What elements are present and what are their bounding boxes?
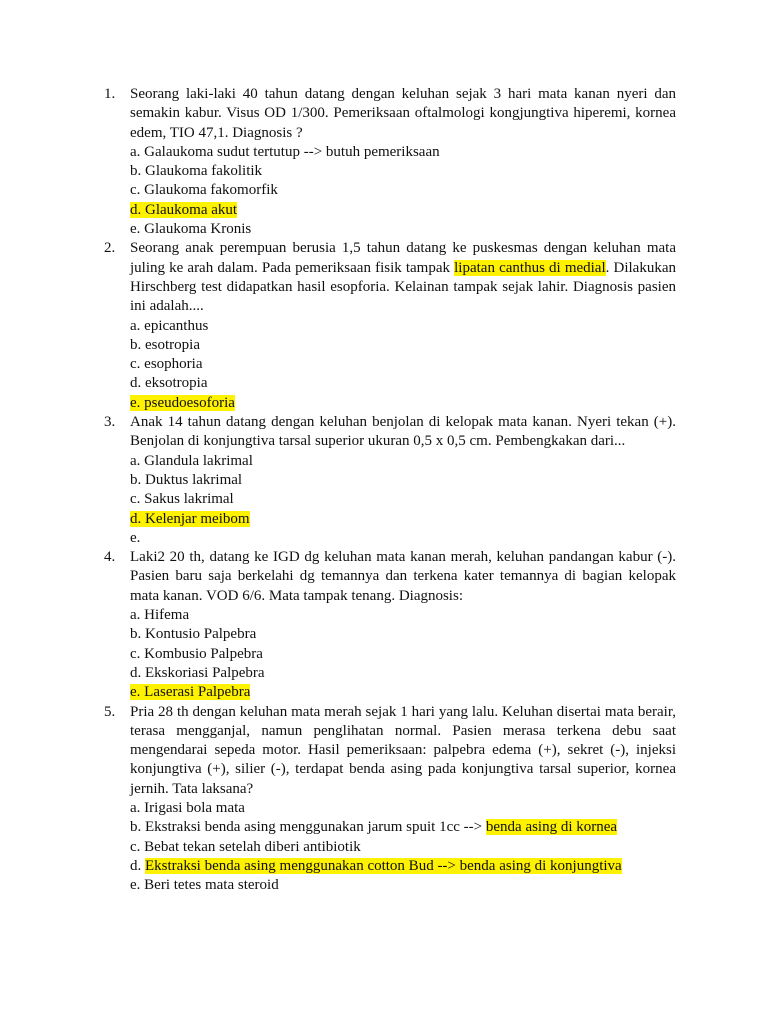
option-text: c. Kombusio Palpebra [130, 645, 263, 662]
option-text: b. Kontusio Palpebra [130, 626, 257, 643]
option-list [130, 799, 676, 895]
answer-option [130, 857, 676, 876]
highlighted-answer: Ekstraksi benda asing menggunakan cotton Bud --> benda asing di konjungtiva [145, 857, 622, 874]
option-list [130, 317, 676, 413]
question-stem [130, 239, 676, 316]
answer-option [130, 606, 676, 625]
question-stem [130, 413, 676, 452]
answer-option [130, 394, 676, 413]
option-list [130, 606, 676, 702]
highlighted-answer: e. Laserasi Palpebra [130, 684, 251, 701]
stem-text: Seorang laki-laki 40 tahun datang dengan keluhan sejak 3 hari mata kanan nyeri dan semakin kabur. Visus OD 1/300. Pemeriksaan oftalmologi kongjungtiva hiperemi, kornea edem, TIO 47,1. Diagnosis ? [130, 86, 676, 141]
option-text: e. Glaukoma Kronis [130, 221, 252, 238]
option-text: a. Hifema [130, 607, 190, 624]
option-text: b. esotropia [130, 336, 200, 353]
option-text: a. epicanthus [130, 317, 209, 334]
option-list [130, 452, 676, 548]
option-text: b. Glaukoma fakolitik [130, 163, 263, 180]
question-number: 1. [104, 86, 116, 102]
answer-option [130, 143, 676, 162]
question-5 [96, 703, 676, 896]
answer-option [130, 355, 676, 374]
option-text: b. Duktus lakrimal [130, 471, 243, 488]
answer-option [130, 471, 676, 490]
question-4 [96, 548, 676, 702]
option-text: b. Ekstraksi benda asing menggunakan jarum spuit 1cc --> [130, 819, 486, 836]
question-stem [130, 85, 676, 143]
question-number: 2. [104, 240, 116, 257]
option-text: d. Ekskoriasi Palpebra [130, 664, 265, 681]
stem-text: Seorang anak perempuan berusia 1,5 tahun datang ke puskesmas dengan keluhan mata juling ke arah dalam. Pada pemeriksaan fisik tampak [130, 240, 676, 276]
question-3 [96, 413, 676, 548]
answer-option [130, 799, 676, 818]
option-text: c. esophoria [130, 356, 203, 373]
answer-option [130, 181, 676, 200]
option-text: d. eksotropia [130, 375, 208, 392]
answer-option [130, 645, 676, 664]
answer-option [130, 625, 676, 644]
answer-option [130, 220, 676, 239]
answer-option [130, 683, 676, 702]
highlighted-answer: d. Kelenjar meibom [130, 510, 250, 527]
answer-option [130, 374, 676, 393]
stem-text: Pria 28 th dengan keluhan mata merah sejak 1 hari yang lalu. Keluhan disertai mata berair, terasa mengganjal, namun penglihatan normal. Pasien merasa terkena debu saat mengendarai sepeda motor. Hasil pemeriksaan: palpebra edema (+), sekret (-), injeksi konjungtiva (+), silier (-), terdapat benda asing pada konjungtiva tarsal superior, kornea jernih. Tata laksana? [130, 703, 676, 797]
option-text: c. Bebat tekan setelah diberi antibiotik [130, 838, 361, 855]
question-number: 3. [104, 414, 116, 431]
stem-text: Laki2 20 th, datang ke IGD dg keluhan mata kanan merah, keluhan pandangan kabur (-). Pasien baru saja berkelahi dg temannya dan terkena kater temannya di bagian kelopak mata kanan. VOD 6/6. Mata tampak tenang. Diagnosis: [130, 549, 676, 604]
highlighted-answer: e. pseudoesoforia [130, 394, 235, 411]
highlighted-text: lipatan canthus di medial [454, 259, 606, 276]
question-number: 4. [104, 549, 116, 566]
answer-option [130, 664, 676, 683]
stem-text: . Dilakukan Hirschberg test didapatkan hasil esopforia. Kelainan tampak sejak lahir. Diagnosis pasien ini adalah.... [130, 259, 676, 315]
answer-option [130, 162, 676, 181]
option-text: c. Sakus lakrimal [130, 491, 234, 508]
option-text: e. Beri tetes mata steroid [130, 877, 279, 894]
answer-option [130, 876, 676, 895]
highlighted-answer: benda asing di kornea [485, 819, 618, 836]
option-text: d. [130, 857, 145, 874]
answer-option [130, 510, 676, 529]
answer-option [130, 818, 676, 837]
answer-option [130, 336, 676, 355]
option-text: c. Glaukoma fakomorfik [130, 182, 278, 199]
stem-text: Anak 14 tahun datang dengan keluhan benjolan di kelopak mata kanan. Nyeri tekan (+). Benjolan di konjungtiva tarsal superior ukuran 0,5 x 0,5 cm. Pembengkakan dari... [130, 414, 676, 450]
option-text: a. Glandula lakrimal [130, 452, 253, 469]
option-text: a. Irigasi bola mata [130, 799, 245, 816]
question-list [96, 85, 676, 895]
question-stem [130, 703, 676, 799]
question-stem [130, 548, 676, 606]
answer-option [130, 490, 676, 509]
answer-option [130, 452, 676, 471]
option-list [130, 143, 676, 239]
highlighted-answer: d. Glaukoma akut [130, 201, 238, 218]
answer-option [130, 201, 676, 220]
question-1 [96, 85, 676, 239]
answer-option [130, 317, 676, 336]
answer-option [130, 838, 676, 857]
answer-option [130, 529, 676, 548]
question-2 [96, 239, 676, 413]
option-text: a. Galaukoma sudut tertutup --> butuh pemeriksaan [130, 143, 440, 160]
question-number: 5. [104, 703, 116, 720]
option-text: e. [130, 529, 141, 546]
